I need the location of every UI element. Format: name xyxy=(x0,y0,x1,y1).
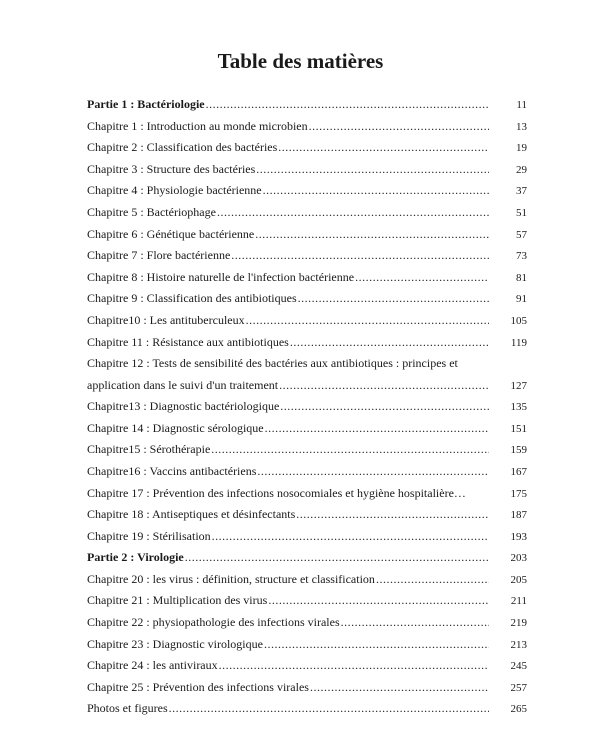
toc-page-number: 257 xyxy=(510,681,527,694)
toc-entry xyxy=(87,461,527,483)
toc-part-entry xyxy=(87,94,527,116)
toc-entry-title-line1: Chapitre 12 : Tests de sensibilité des bactéries aux antibiotiques : principes et xyxy=(87,356,458,371)
toc-page-number: 205 xyxy=(510,573,527,586)
dot-leader xyxy=(278,137,489,159)
toc-entry xyxy=(87,439,527,461)
toc-page-number: 175 xyxy=(510,487,527,500)
toc-entry xyxy=(87,526,527,548)
toc-page-number: 187 xyxy=(510,509,527,522)
toc-page-number: 37 xyxy=(516,185,527,198)
toc-entry xyxy=(87,634,527,656)
toc-entry-title: Chapitre 20 : les virus : définition, structure et classification xyxy=(87,571,375,586)
toc-page-number: 213 xyxy=(510,638,527,651)
toc-page-number: 81 xyxy=(516,271,527,284)
toc-entry xyxy=(87,396,527,418)
dot-leader xyxy=(257,461,489,483)
toc-entry xyxy=(87,612,527,634)
toc-page-number: 57 xyxy=(516,228,527,241)
toc-page-number: 211 xyxy=(510,595,527,608)
toc-entry xyxy=(87,655,527,677)
toc-entry xyxy=(87,267,527,289)
toc-entry-title: Chapitre 25 : Prévention des infections virales xyxy=(87,679,309,694)
toc-entry xyxy=(87,180,527,202)
toc-page-number: 245 xyxy=(510,660,527,673)
toc-entry-title: application dans le suivi d'un traitement xyxy=(87,377,279,392)
dot-leader xyxy=(298,288,489,310)
toc-entry xyxy=(87,116,527,138)
toc-entry xyxy=(87,224,527,246)
toc-entry-title: Partie 1 : Bactériologie xyxy=(87,97,205,111)
toc-page-number: 13 xyxy=(516,120,527,133)
toc-entry xyxy=(87,245,527,267)
toc-entry-title: Chapitre 4 : Physiologie bactérienne xyxy=(87,183,262,198)
dot-leader xyxy=(355,267,489,289)
dot-leader xyxy=(264,634,489,656)
toc-entry-title: Chapitre16 : Vaccins antibactériens xyxy=(87,463,257,478)
toc-entry xyxy=(87,202,527,224)
toc-entry-title: Chapitre 8 : Histoire naturelle de l'infection bactérienne xyxy=(87,269,355,284)
table-of-contents xyxy=(87,94,527,720)
toc-page-number: 29 xyxy=(516,163,527,176)
dot-leader xyxy=(169,698,489,720)
toc-entry xyxy=(87,137,527,159)
toc-page-number: 219 xyxy=(510,617,527,630)
dot-leader xyxy=(185,547,489,569)
toc-entry xyxy=(87,504,527,526)
toc-entry-title: Chapitre 5 : Bactériophage xyxy=(87,204,216,219)
toc-entry-title: Chapitre 17 : Prévention des infections nosocomiales et hygiène hospitalière… xyxy=(87,485,466,500)
dot-leader xyxy=(246,310,489,332)
toc-entry-title: Chapitre 18 : Antiseptiques et désinfectants xyxy=(87,507,296,522)
dot-leader xyxy=(206,94,489,116)
toc-entry-title: Chapitre15 : Sérothérapie xyxy=(87,442,211,457)
toc-entry-title: Chapitre 9 : Classification des antibiotiques xyxy=(87,291,297,306)
dot-leader xyxy=(268,590,489,612)
dot-leader xyxy=(279,375,489,396)
toc-entry-title: Chapitre 14 : Diagnostic sérologique xyxy=(87,420,264,435)
dot-leader xyxy=(341,612,489,634)
toc-entry xyxy=(87,483,527,505)
dot-leader xyxy=(263,180,489,202)
toc-page-number: 159 xyxy=(510,444,527,457)
dot-leader xyxy=(265,418,489,440)
toc-page-number: 73 xyxy=(516,250,527,263)
dot-leader xyxy=(219,655,489,677)
toc-page-number: 135 xyxy=(510,401,527,414)
toc-part-entry xyxy=(87,547,527,569)
toc-entry-title: Chapitre 7 : Flore bactérienne xyxy=(87,248,231,263)
dot-leader xyxy=(376,569,489,591)
toc-page-number: 119 xyxy=(510,336,527,349)
toc-entry xyxy=(87,677,527,699)
toc-entry xyxy=(87,310,527,332)
toc-entry xyxy=(87,159,527,181)
toc-entry xyxy=(87,698,527,720)
toc-page-number: 127 xyxy=(510,379,527,392)
toc-entry-title: Chapitre10 : Les antituberculeux xyxy=(87,312,245,327)
toc-page-number: 51 xyxy=(516,206,527,219)
toc-entry-title: Chapitre 6 : Génétique bactérienne xyxy=(87,226,255,241)
toc-entry xyxy=(87,569,527,591)
toc-entry-title: Chapitre 2 : Classification des bactéries xyxy=(87,140,278,155)
toc-page-number: 265 xyxy=(510,703,527,716)
toc-entry-title: Chapitre13 : Diagnostic bactériologique xyxy=(87,399,280,414)
toc-entry xyxy=(87,288,527,310)
toc-entry-continuation xyxy=(87,375,527,396)
toc-entry-title: Chapitre 22 : physiopathologie des infections virales xyxy=(87,615,340,630)
toc-page-number: 11 xyxy=(516,99,527,111)
toc-page-number: 167 xyxy=(510,465,527,478)
toc-entry xyxy=(87,353,527,396)
toc-page-number: 151 xyxy=(510,422,527,435)
dot-leader xyxy=(212,526,489,548)
toc-page-number: 105 xyxy=(510,314,527,327)
dot-leader xyxy=(256,159,489,181)
toc-entry-title: Chapitre 11 : Résistance aux antibiotiques xyxy=(87,334,289,349)
toc-entry xyxy=(87,418,527,440)
dot-leader xyxy=(309,116,489,138)
toc-entry-title: Photos et figures xyxy=(87,701,168,716)
toc-entry xyxy=(87,590,527,612)
toc-entry-title: Chapitre 23 : Diagnostic virologique xyxy=(87,636,263,651)
dot-leader xyxy=(231,245,489,267)
dot-leader xyxy=(296,504,489,526)
dot-leader xyxy=(211,439,489,461)
page-title: Table des matières xyxy=(217,49,384,73)
toc-entry-title: Chapitre 3 : Structure des bactéries xyxy=(87,161,256,176)
toc-entry xyxy=(87,332,527,354)
toc-entry-title: Chapitre 19 : Stérilisation xyxy=(87,528,211,543)
toc-entry-title: Chapitre 24 : les antiviraux xyxy=(87,658,218,673)
toc-page-number: 19 xyxy=(516,142,527,155)
toc-page-number: 91 xyxy=(516,293,527,306)
dot-leader xyxy=(217,202,489,224)
toc-page-number: 193 xyxy=(510,530,527,543)
dot-leader xyxy=(255,224,489,246)
toc-entry-title: Chapitre 1 : Introduction au monde microbien xyxy=(87,118,308,133)
toc-page-number: 203 xyxy=(510,552,527,565)
dot-leader xyxy=(310,677,489,699)
dot-leader xyxy=(290,332,489,354)
toc-entry-title: Partie 2 : Virologie xyxy=(87,550,184,565)
toc-entry-title: Chapitre 21 : Multiplication des virus xyxy=(87,593,268,608)
dot-leader xyxy=(280,396,489,418)
